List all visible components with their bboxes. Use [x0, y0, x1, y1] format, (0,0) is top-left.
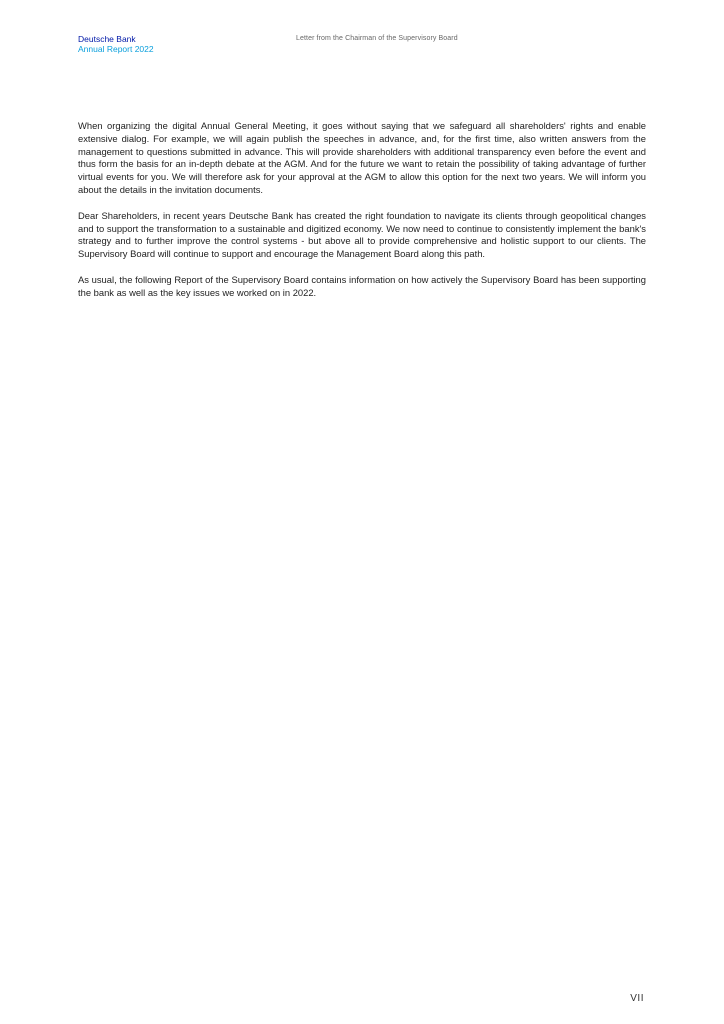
- letter-body: [78, 120, 646, 313]
- header-brand-block: [78, 34, 154, 54]
- paragraph-2: Dear Shareholders, in recent years Deutsche Bank has created the right foundation to navigate its clients through geopolitical changes and to support the transformation to a sustainable and digitized economy. We now need to continue to consistently implement the bank's strategy and to further improve the control systems - but above all to provide comprehensive and holistic support to our clients. The Supervisory Board will continue to support and encourage the Management Board along this path.: [78, 209, 646, 260]
- report-title: Annual Report 2022: [78, 44, 154, 54]
- brand-name: Deutsche Bank: [78, 34, 136, 44]
- section-title: Letter from the Chairman of the Supervisory Board: [296, 35, 458, 42]
- paragraph-1: When organizing the digital Annual General Meeting, it goes without saying that we safeguard all shareholders' rights and enable extensive dialog. For example, we will again publish the speeches in advance, and, for the first time, also written answers from the management to questions submitted in advance. This will provide shareholders with additional transparency even before the event and thus form the basis for an in-depth debate at the AGM. And for the future we want to retain the possibility of taking advantage of further virtual events for you. We will therefore ask for your approval at the AGM to allow this option for the next two years. We will inform you about the details in the invitation documents.: [78, 120, 646, 195]
- page-number: VII: [630, 993, 644, 1004]
- paragraph-3: As usual, the following Report of the Supervisory Board contains information on how actively the Supervisory Board has been supporting the bank as well as the key issues we worked on in 2022.: [78, 273, 646, 298]
